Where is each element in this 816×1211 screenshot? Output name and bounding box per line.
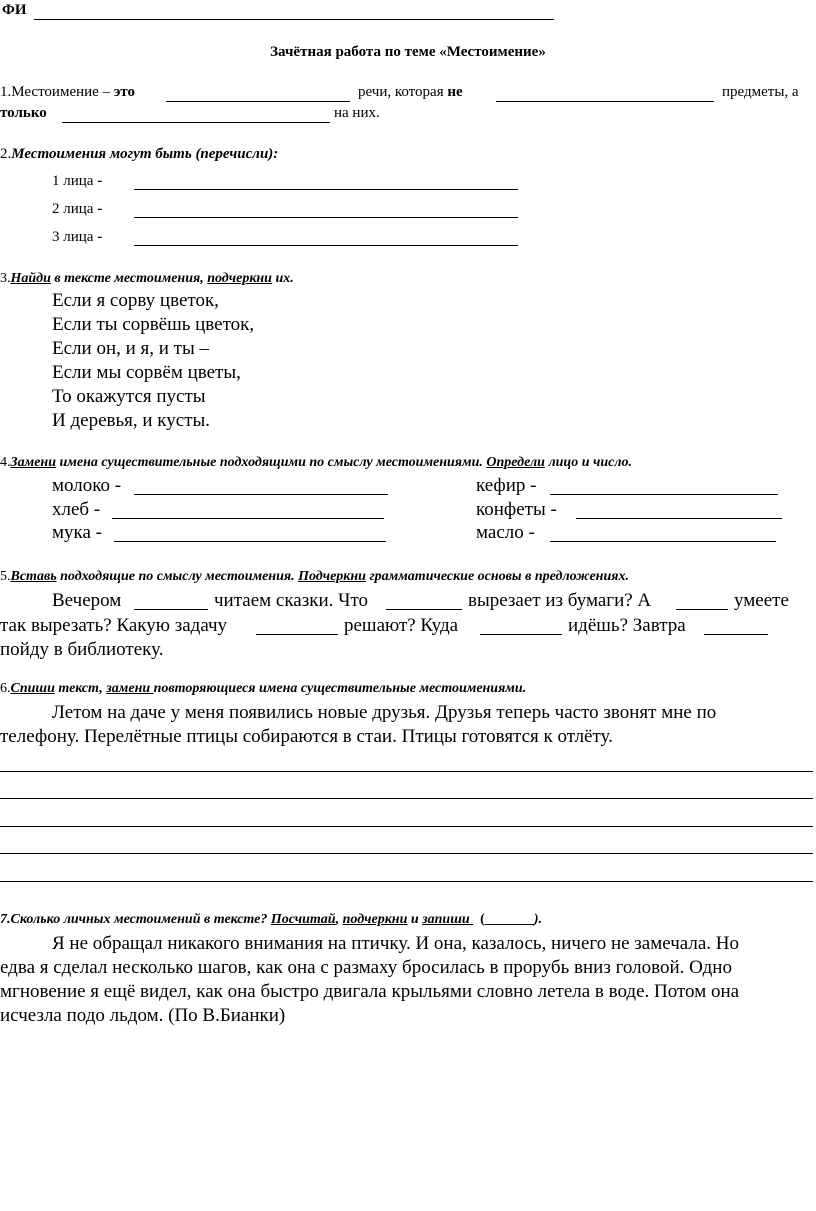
q5-text-4: умеете (734, 590, 789, 611)
q5-text-7: идёшь? Завтра (568, 615, 686, 636)
q5-text-3: вырезает из бумаги? А (468, 590, 652, 611)
q7-task: 7.Сколько личных местоимений в тексте? Посчитай, подчеркни и запиши (_______). (0, 912, 542, 927)
poem-line-2: Если ты сорвёшь цветок, (52, 314, 255, 335)
q1-blank-1[interactable] (166, 101, 350, 102)
q7-text-1: Я не обращал никакого внимания на птичку. И она, казалось, ничего не замечала. Но (52, 933, 740, 954)
q2-task: 2.Местоимения могут быть (перечисли): (0, 146, 279, 162)
q7-text-3: мгновение я ещё видел, как она быстро двигала крыльями словно летела в воде. Потом она (0, 981, 740, 1002)
q1-line1: 1.Местоимение – это (0, 84, 135, 100)
q5-text-1: Вечером (52, 590, 122, 611)
q4-left-3: мука - (52, 522, 102, 543)
q7-text-2: едва я сделал несколько шагов, как она с размаху бросилась в прорубь вниз головой. Одно (0, 957, 732, 978)
q5-blank-1[interactable] (134, 609, 208, 610)
q4-right-blank-1[interactable] (550, 494, 778, 495)
q2-row-1: 1 лица - (52, 173, 103, 189)
poem-line-1: Если я сорву цветок, (52, 290, 219, 311)
q5-blank-2[interactable] (386, 609, 462, 610)
q6-text-1: Летом на даче у меня появились новые друзья. Друзья теперь часто звонят мне по (52, 702, 717, 723)
poem-line-4: Если мы сорвём цветы, (52, 362, 241, 383)
poem-line-5: То окажутся пусты (52, 386, 206, 407)
q1-bold-only: только (0, 105, 47, 121)
q2-row-3: 3 лица - (52, 229, 103, 245)
q1-blank-2[interactable] (496, 101, 714, 102)
q2-row-2: 2 лица - (52, 201, 103, 217)
q5-blank-3[interactable] (676, 609, 728, 610)
q5-blank-5[interactable] (480, 634, 562, 635)
q4-right-3: масло - (476, 522, 535, 543)
q2-blank-2[interactable] (134, 217, 518, 218)
q4-right-2: конфеты - (476, 499, 557, 520)
q1-part3: предметы, а (722, 84, 799, 100)
poem-line-3: Если он, и я, и ты – (52, 338, 210, 359)
q6-answer-line-1[interactable] (0, 771, 813, 772)
q4-task: 4.Замени имена существительные подходящими по смыслу местоимениями. Определи лицо и число. (0, 455, 633, 470)
q6-answer-line-2[interactable] (0, 798, 813, 799)
fi-label: ФИ (2, 2, 27, 18)
q5-text-8: пойду в библиотеку. (0, 639, 164, 660)
q6-answer-line-5[interactable] (0, 881, 813, 882)
poem-line-6: И деревья, и кусты. (52, 410, 211, 431)
q7-count-blank[interactable]: _______ (484, 912, 534, 927)
q6-answer-line-4[interactable] (0, 853, 813, 854)
q4-left-blank-1[interactable] (134, 494, 388, 495)
q4-left-blank-3[interactable] (114, 541, 386, 542)
q5-text-2: читаем сказки. Что (214, 590, 369, 611)
q5-text-6: решают? Куда (344, 615, 459, 636)
q1-blank-3[interactable] (62, 122, 330, 123)
q4-right-blank-3[interactable] (550, 541, 776, 542)
q6-answer-line-3[interactable] (0, 826, 813, 827)
q4-right-1: кефир - (476, 475, 537, 496)
q5-blank-4[interactable] (256, 634, 338, 635)
q4-right-blank-2[interactable] (576, 518, 782, 519)
q5-task: 5.Вставь подходящие по смыслу местоимения. Подчеркни грамматические основы в предложениях. (0, 569, 629, 584)
q4-left-blank-2[interactable] (112, 518, 384, 519)
q3-task: 3.Найди в тексте местоимения, подчеркни их. (0, 271, 294, 286)
q1-part4: на них. (334, 105, 380, 121)
q4-left-1: молоко - (52, 475, 122, 496)
page-title: Зачётная работа по теме «Местоимение» (270, 44, 546, 60)
q2-blank-1[interactable] (134, 189, 518, 190)
q2-blank-3[interactable] (134, 245, 518, 246)
q5-blank-6[interactable] (704, 634, 768, 635)
q5-text-5: так вырезать? Какую задачу (0, 615, 228, 636)
q4-left-2: хлеб - (52, 499, 101, 520)
q1-part2: речи, которая не (358, 84, 463, 100)
q7-text-4: исчезла подо льдом. (По В.Бианки) (0, 1005, 286, 1026)
q6-task: 6.Спиши текст, замени повторяющиеся имена существительные местоимениями. (0, 681, 527, 696)
q6-text-2: телефону. Перелётные птицы собираются в стаи. Птицы готовятся к отлёту. (0, 726, 613, 747)
fi-input-line[interactable] (34, 19, 554, 20)
